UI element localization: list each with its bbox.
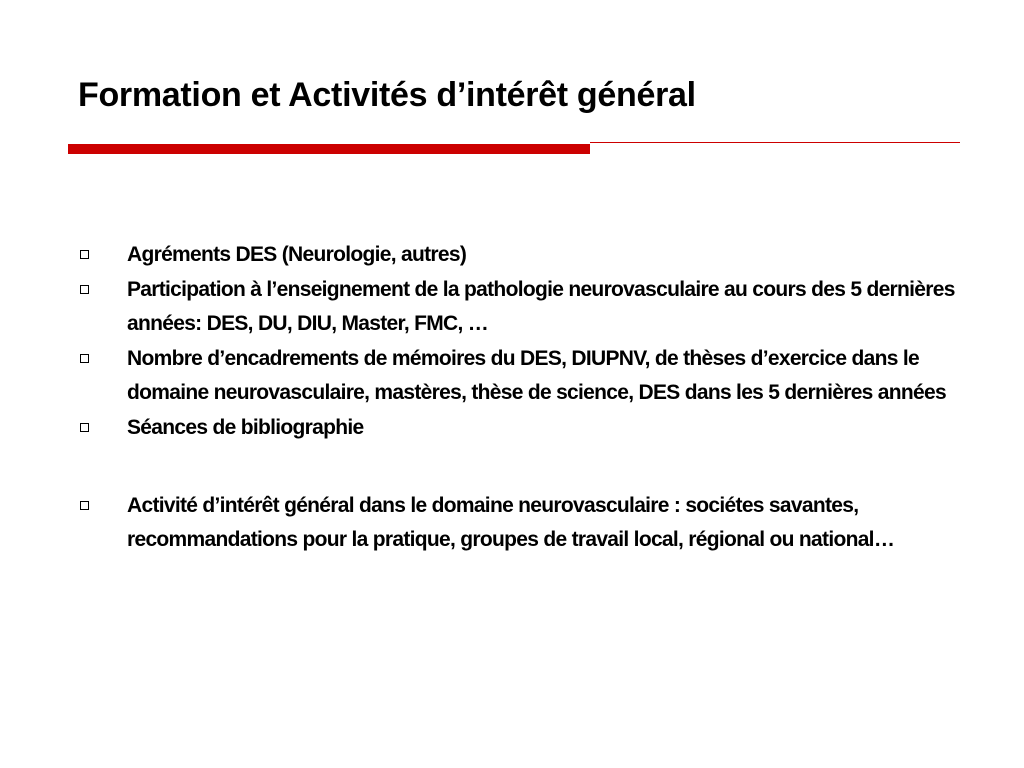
square-bullet-icon (80, 423, 89, 432)
bullet-text: Séances de bibliographie (127, 416, 364, 439)
bullet-text: Activité d’intérêt général dans le domaine neurovasculaire : sociétes savantes, recommandations pour la pratique, groupes de travail local, régional ou national… (127, 494, 895, 551)
title-underline-thin (590, 142, 960, 143)
bullet-item-participation (76, 273, 956, 341)
bullet-text: Nombre d’encadrements de mémoires du DES, DIUPNV, de thèses d’exercice dans le domaine neurovasculaire, mastères, thèse de science, DES dans les 5 dernières années (127, 347, 946, 404)
square-bullet-icon (80, 501, 89, 510)
square-bullet-icon (80, 285, 89, 294)
slide-title: Formation et Activités d’intérêt général (78, 76, 696, 114)
bullet-item-activite (76, 489, 956, 557)
bullet-text: Agréments DES (Neurologie, autres) (127, 243, 467, 266)
bullet-item-agrements (76, 238, 956, 272)
bullet-list (76, 238, 956, 557)
bullet-text: Participation à l’enseignement de la pathologie neurovasculaire au cours des 5 dernières années: DES, DU, DIU, Master, FMC, … (127, 278, 955, 335)
title-underline-thick (68, 144, 590, 154)
title-underline (68, 141, 960, 155)
square-bullet-icon (80, 250, 89, 259)
bullet-item-bibliographie (76, 411, 956, 445)
bullet-item-encadrements (76, 342, 956, 410)
square-bullet-icon (80, 354, 89, 363)
